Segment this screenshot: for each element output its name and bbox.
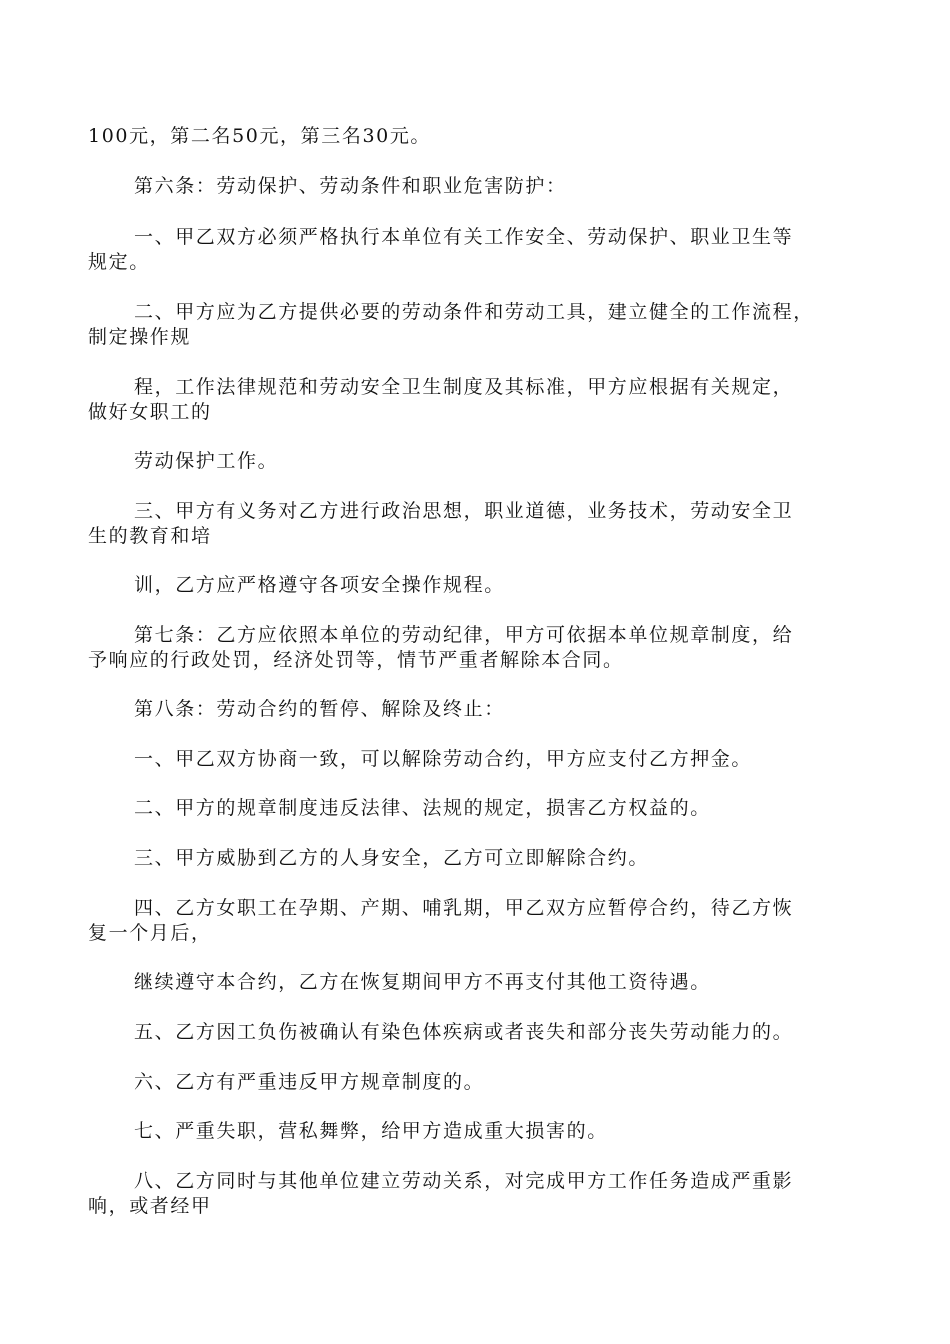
text-line: 第七条：乙方应依照本单位的劳动纪律，甲方可依据本单位规章制度，给 bbox=[134, 624, 794, 646]
paragraph bbox=[88, 300, 814, 350]
paragraph bbox=[134, 796, 711, 821]
text-line: 规定。 bbox=[88, 251, 150, 273]
text-line: 七、严重失职，营私舞弊，给甲方造成重大损害的。 bbox=[134, 1120, 608, 1142]
text-line: 三、甲方威胁到乙方的人身安全，乙方可立即解除合约。 bbox=[134, 847, 650, 869]
text-line: 制定操作规 bbox=[88, 326, 192, 348]
paragraph bbox=[134, 174, 567, 199]
paragraph bbox=[134, 846, 649, 871]
text-line: 二、甲方的规章制度违反法律、法规的规定，损害乙方权益的。 bbox=[134, 797, 711, 819]
paragraph bbox=[134, 697, 505, 722]
text-line: 响，或者经甲 bbox=[88, 1195, 212, 1217]
text-line: 四、乙方女职工在孕期、产期、哺乳期，甲乙双方应暂停合约，待乙方恢 bbox=[134, 897, 794, 919]
text-line: 一、甲乙双方必须严格执行本单位有关工作安全、劳动保护、职业卫生等 bbox=[134, 226, 794, 248]
text-line: 第六条：劳动保护、劳动条件和职业危害防护： bbox=[134, 175, 567, 197]
paragraph bbox=[134, 1119, 608, 1144]
text-line: 继续遵守本合约，乙方在恢复期间甲方不再支付其他工资待遇。 bbox=[134, 971, 711, 993]
paragraph bbox=[88, 896, 793, 946]
paragraph bbox=[134, 1020, 793, 1045]
paragraph bbox=[88, 499, 793, 549]
text-line: 生的教育和培 bbox=[88, 525, 212, 547]
text-line: 一、甲乙双方协商一致，可以解除劳动合约，甲方应支付乙方押金。 bbox=[134, 748, 753, 770]
text-line: 程，工作法律规范和劳动安全卫生制度及其标准，甲方应根据有关规定， bbox=[134, 376, 794, 398]
text-line: 六、乙方有严重违反甲方规章制度的。 bbox=[134, 1071, 485, 1093]
text-line: 二、甲方应为乙方提供必要的劳动条件和劳动工具，建立健全的工作流程， bbox=[134, 301, 814, 323]
text-line: 八、乙方同时与其他单位建立劳动关系，对完成甲方工作任务造成严重影 bbox=[134, 1170, 794, 1192]
text-line: 五、乙方因工负伤被确认有染色体疾病或者丧失和部分丧失劳动能力的。 bbox=[134, 1021, 794, 1043]
paragraph bbox=[88, 375, 793, 425]
paragraph bbox=[134, 1070, 484, 1095]
paragraph bbox=[134, 970, 711, 995]
paragraph bbox=[88, 225, 793, 275]
text-line: 劳动保护工作。 bbox=[134, 450, 279, 472]
text-line: 训，乙方应严格遵守各项安全操作规程。 bbox=[134, 574, 505, 596]
paragraph bbox=[88, 124, 431, 149]
paragraph bbox=[88, 623, 793, 673]
text-line: 复一个月后， bbox=[88, 922, 212, 944]
paragraph bbox=[134, 449, 278, 474]
text-line: 100元，第二名50元，第三名30元。 bbox=[88, 125, 432, 147]
paragraph bbox=[134, 747, 752, 772]
paragraph bbox=[134, 573, 505, 598]
text-line: 三、甲方有义务对乙方进行政治思想，职业道德，业务技术，劳动安全卫 bbox=[134, 500, 794, 522]
text-line: 第八条：劳动合约的暂停、解除及终止： bbox=[134, 698, 505, 720]
text-line: 予响应的行政处罚，经济处罚等，情节严重者解除本合同。 bbox=[88, 649, 624, 671]
paragraph bbox=[88, 1169, 793, 1219]
text-line: 做好女职工的 bbox=[88, 401, 212, 423]
